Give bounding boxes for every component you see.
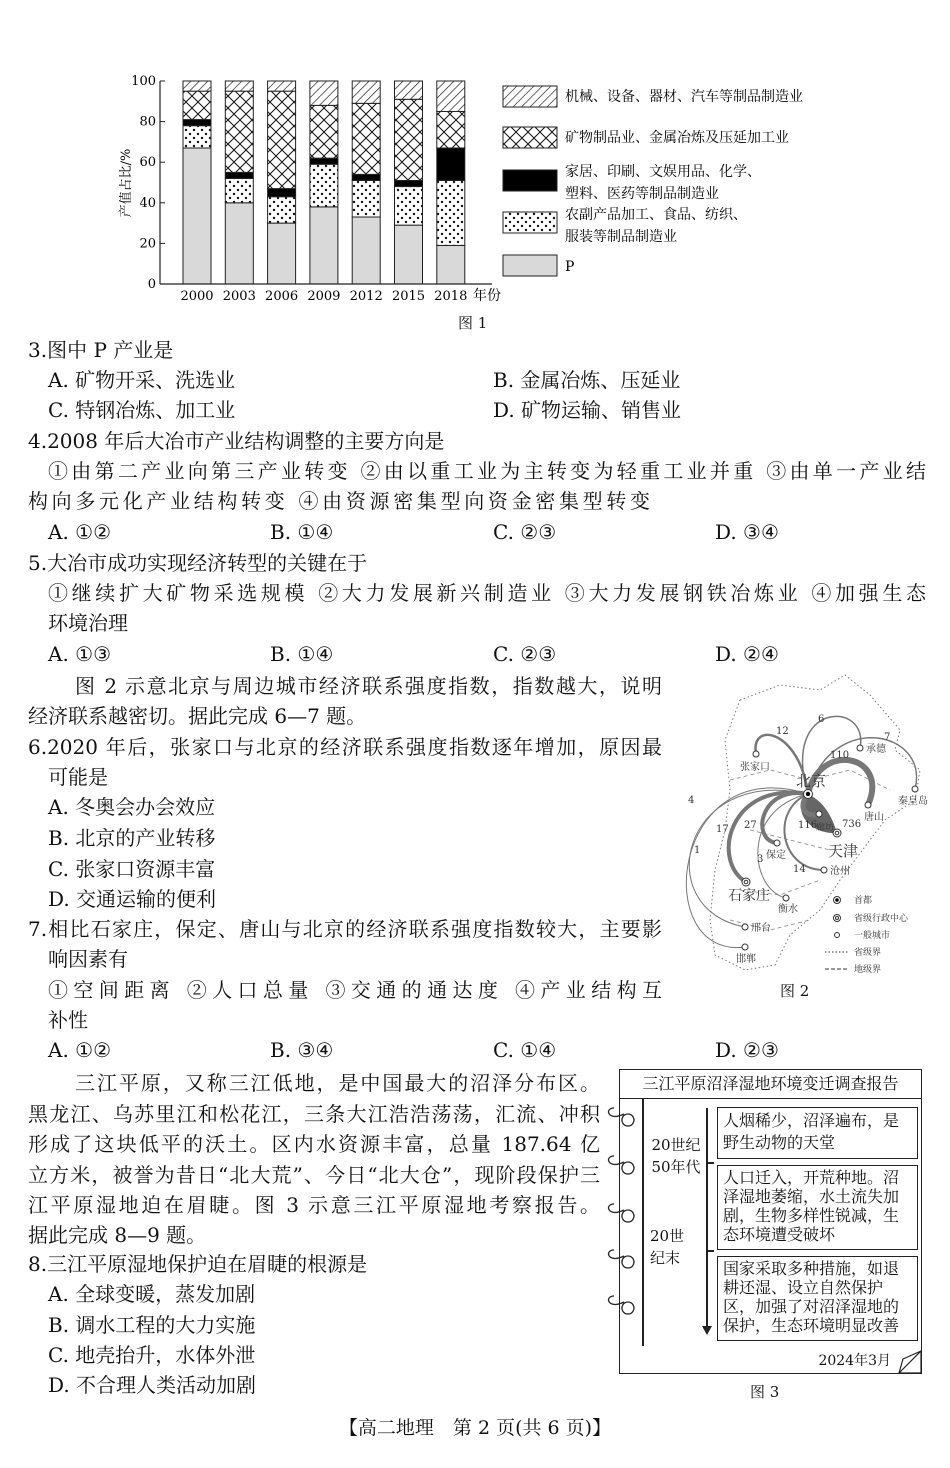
- report-date: 2024年3月: [818, 1353, 891, 1369]
- q6-option-a: A. 冬奥会办会效应: [48, 795, 216, 819]
- legend-label: P: [565, 259, 575, 275]
- index-qinhuangdao: 7: [884, 732, 891, 743]
- index-handan: 1: [694, 845, 701, 856]
- x-axis-label: 年份: [473, 288, 501, 304]
- q8-option-d: D. 不合理人类活动加剧: [48, 1373, 257, 1397]
- intro-6-7-line-1: 图 2 示意北京与周边城市经济联系强度指数，指数越大，说明: [75, 674, 662, 698]
- stacked-bar-chart: [100, 65, 860, 340]
- index-tianjin: 736: [842, 819, 862, 830]
- timeline-tick: [706, 1162, 714, 1164]
- q5-option-b: B. ①④: [270, 642, 334, 666]
- x-tick-label: 2003: [222, 289, 256, 304]
- intro-8-9-line-3: 形成了这块低平的沃土。区内水资源丰富，总量 187.64 亿: [28, 1132, 600, 1156]
- stage-1-box: 人烟稀少，沼泽遍布，是野生动物的天堂: [717, 1107, 918, 1159]
- q8-option-b: B. 调水工程的大力实施: [48, 1313, 256, 1337]
- bar-segment: [310, 164, 338, 207]
- bar-segment: [268, 189, 296, 197]
- question-6-stem-2: 可能是: [48, 765, 108, 789]
- index-zhangjiakou: 12: [776, 726, 789, 737]
- map-legend: [825, 894, 909, 975]
- timeline-tick: [706, 1250, 714, 1252]
- legend-city: 一般城市: [854, 931, 891, 941]
- stage-2-box: 人口迁入，开荒种地。沼泽湿地萎缩，水土流失加剧，生物多样性锐减，生态环境遭受破坏: [717, 1165, 918, 1250]
- index-xingtai: 4: [688, 795, 695, 806]
- city-cangzhou: 沧州: [830, 866, 850, 877]
- city-handan: 邯郸: [736, 954, 756, 965]
- bar-segment: [225, 81, 253, 91]
- q3-option-b: B. 金属冶炼、压延业: [493, 368, 681, 392]
- question-7-stem-1: 7.相比石家庄，保定、唐山与北京的经济联系强度指数较大，主要影: [28, 917, 662, 941]
- bar-segment: [437, 111, 465, 148]
- city-marker: [816, 811, 822, 817]
- index-tangshan: 110: [830, 750, 850, 761]
- q5-option-a: A. ①③: [48, 642, 112, 666]
- city-shijiazhuang: 石家庄: [728, 888, 770, 904]
- q6-option-b: B. 北京的产业转移: [48, 826, 216, 850]
- bar-segment: [352, 103, 380, 174]
- legend-label: 家居、印刷、文娱用品、化学、: [565, 164, 761, 180]
- city-marker: [783, 895, 789, 901]
- intro-8-9-line-6: 据此完成 8—9 题。: [28, 1223, 207, 1247]
- question-4-stem: 4.2008 年后大冶市产业结构调整的主要方向是: [28, 429, 445, 453]
- capital-marker-dot: [806, 792, 810, 796]
- figure-3-report: [619, 1069, 922, 1374]
- legend-capital: 首都: [854, 896, 873, 906]
- q3-option-c: C. 特钢冶炼、加工业: [48, 398, 236, 422]
- q7-statements-1: ①空间距离 ②人口总量 ③交通的通达度 ④产业结构互: [48, 978, 662, 1002]
- bar-segment: [268, 91, 296, 188]
- intro-8-9-line-5: 江平原湿地迫在眉睫。图 3 示意三江平原湿地考察报告。: [28, 1193, 600, 1217]
- q7-option-a: A. ①②: [48, 1038, 112, 1062]
- question-8-stem: 8.三江平原湿地保护迫在眉睫的根源是: [28, 1252, 368, 1276]
- x-tick-label: 2009: [307, 289, 341, 304]
- intro-8-9-line-4: 立方米，被誉为昔日“北大荒”、今日“北大仓”，现阶段保护三: [28, 1163, 600, 1187]
- bar-segment: [183, 126, 211, 148]
- city-tianjin: 天津: [828, 842, 859, 860]
- bar-segment: [225, 172, 253, 178]
- city-qinhuangdao: 秦皇岛: [898, 796, 928, 807]
- city-marker: [857, 745, 863, 751]
- bar-segment: [437, 180, 465, 245]
- bar-segment: [352, 81, 380, 103]
- bar-segment: [437, 81, 465, 111]
- bar-segment: [437, 245, 465, 284]
- question-5-stem: 5.大冶市成功实现经济转型的关键在于: [28, 551, 368, 575]
- q7-option-c: C. ①④: [493, 1038, 557, 1062]
- city-xingtai: 邢台: [751, 923, 771, 934]
- y-tick-label: 80: [139, 114, 156, 130]
- q3-option-a: A. 矿物开采、洗选业: [48, 368, 236, 392]
- timeline-arrow: [706, 1108, 708, 1330]
- city-baoding: 保定: [766, 850, 786, 861]
- question-3-stem: 3.图中 P 产业是: [28, 338, 174, 362]
- figure-2-map: [670, 670, 950, 1000]
- city-hengshui: 衡水: [778, 904, 798, 915]
- bar-segment: [395, 225, 423, 284]
- city-marker: [774, 840, 780, 846]
- bar-segment: [310, 105, 338, 158]
- city-marker: [753, 751, 759, 757]
- q6-option-c: C. 张家口资源丰富: [48, 857, 216, 881]
- question-7-stem-2: 响因素有: [48, 947, 128, 971]
- legend-swatch: [503, 212, 557, 233]
- q7-option-b: B. ③④: [270, 1038, 334, 1062]
- bar-segment: [395, 187, 423, 226]
- bar-segment: [310, 158, 338, 164]
- city-marker: [865, 802, 871, 808]
- city-langfang: 廊坊: [816, 823, 835, 833]
- bar-segment: [183, 120, 211, 126]
- bar-segment: [310, 81, 338, 105]
- city-marker: [821, 867, 827, 873]
- x-tick-label: 2015: [391, 289, 426, 304]
- legend-swatch: [503, 255, 557, 276]
- x-tick-label: 2006: [265, 289, 299, 304]
- city-chengde: 承德: [866, 744, 886, 755]
- page-curl-icon: [897, 1349, 923, 1375]
- index-langfang: 116: [798, 820, 818, 831]
- q8-option-a: A. 全球变暖，蒸发加剧: [48, 1282, 256, 1306]
- legend-label: 机械、设备、器材、汽车等制品制造业: [565, 89, 803, 105]
- period-1950s: 20世纪50年代: [651, 1136, 701, 1176]
- q4-option-a: A. ①②: [48, 520, 112, 544]
- legend-label: 矿物制品业、金属冶炼及压延加工业: [565, 130, 789, 146]
- index-baoding: 27: [744, 820, 757, 831]
- y-tick-label: 0: [147, 277, 156, 292]
- figure-3-caption: 图 3: [750, 1383, 780, 1401]
- q4-statements-1: ①由第二产业向第三产业转变 ②由以重工业为主转变为轻重工业并重 ③由单一产业结: [48, 459, 926, 483]
- q8-option-c: C. 地壳抬升，水体外泄: [48, 1343, 256, 1367]
- city-beijing: 北京: [796, 772, 827, 790]
- intro-8-9-line-1: 三江平原，又称三江低地，是中国最大的沼泽分布区。: [75, 1071, 600, 1095]
- y-tick-label: 40: [139, 195, 156, 211]
- provincial-center-marker-inner: [744, 880, 748, 884]
- x-tick-label: 2012: [349, 289, 383, 304]
- bar-segment: [225, 178, 253, 202]
- city-marker: [912, 786, 918, 792]
- legend-swatch: [503, 170, 557, 191]
- city-marker: [742, 944, 748, 950]
- question-6-stem-1: 6.2020 年后，张家口与北京的经济联系强度指数逐年增加，原因最: [28, 735, 662, 759]
- legend-label: 农副产品加工、食品、纺织、: [565, 207, 747, 223]
- bar-segment: [352, 217, 380, 284]
- figure-1-caption: 图 1: [458, 314, 488, 332]
- q7-statements-2: 补性: [48, 1008, 88, 1032]
- x-tick-label: 2018: [434, 289, 468, 304]
- bar-segment: [352, 180, 380, 217]
- bar-segment: [395, 99, 423, 180]
- bar-segment: [352, 174, 380, 180]
- bar-segment: [268, 197, 296, 223]
- bar-segment: [395, 81, 423, 99]
- city-marker: [742, 924, 748, 930]
- bar-segment: [183, 148, 211, 284]
- city-zhangjiakou: 张家口: [740, 762, 770, 773]
- q4-option-b: B. ①④: [270, 520, 334, 544]
- q3-option-d: D. 矿物运输、销售业: [493, 398, 682, 422]
- timeline-arrow-head: [702, 1326, 712, 1335]
- legend-label: 塑料、医药等制品制造业: [565, 186, 719, 202]
- q4-statements-2: 构向多元化产业结构转变 ④由资源密集型向资金密集型转变: [28, 489, 650, 513]
- index-hengshui: 3: [757, 854, 764, 865]
- legend-provincial: 省级行政中心: [854, 914, 909, 924]
- provincial-center-marker-inner: [835, 831, 839, 835]
- y-tick-label: 100: [131, 74, 156, 89]
- index-shijiazhuang: 17: [716, 824, 729, 835]
- bar-segment: [437, 148, 465, 180]
- q5-option-c: C. ②③: [493, 642, 557, 666]
- bar-segment: [268, 223, 296, 284]
- q7-option-d: D. ②③: [715, 1038, 779, 1062]
- intro-6-7-line-2: 经济联系越密切。据此完成 6—7 题。: [28, 704, 367, 728]
- legend-swatch: [503, 127, 557, 148]
- legend-province-border: 省级界: [854, 948, 882, 958]
- city-tangshan: 唐山: [864, 812, 884, 823]
- q4-option-d: D. ③④: [715, 520, 779, 544]
- legend-label: 服装等制品制造业: [565, 229, 677, 245]
- q5-option-d: D. ②④: [715, 642, 779, 666]
- q6-option-d: D. 交通运输的便利: [48, 887, 217, 911]
- bar-segment: [225, 91, 253, 172]
- q5-statements-2: 环境治理: [48, 611, 128, 635]
- intro-8-9-line-2: 黑龙江、乌苏里江和松花江，三条大江浩浩荡荡，汇流、冲积: [28, 1102, 600, 1126]
- y-tick-label: 20: [139, 236, 156, 252]
- bar-segment: [183, 81, 211, 91]
- binder-rings: [606, 1100, 642, 1330]
- q5-statements-1: ①继续扩大矿物采选规模 ②大力发展新兴制造业 ③大力发展钢铁冶炼业 ④加强生态: [48, 581, 926, 605]
- page-footer: 【高二地理 第 2 页(共 6 页)】: [338, 1417, 612, 1439]
- x-tick-label: 2000: [180, 289, 214, 304]
- bar-segment: [268, 81, 296, 91]
- report-title: 三江平原沼泽湿地环境变迁调查报告: [620, 1070, 921, 1099]
- stage-3-box: 国家采取多种措施，如退耕还湿、设立自然保护区，加强了对沼泽湿地的保护，生态环境明显改善: [717, 1256, 918, 1341]
- period-late-20th: 20世纪末: [650, 1227, 685, 1267]
- bar-segment: [310, 207, 338, 284]
- y-tick-label: 60: [139, 155, 156, 171]
- report-margin-line: [642, 1099, 644, 1346]
- bar-segment: [395, 180, 423, 186]
- index-chengde: 6: [818, 714, 825, 725]
- bar-segment: [225, 203, 253, 284]
- q4-option-c: C. ②③: [493, 520, 557, 544]
- index-cangzhou: 14: [793, 864, 806, 875]
- bar-segment: [183, 91, 211, 119]
- legend-swatch: [503, 86, 557, 107]
- y-axis-label: 产值占比/%: [119, 148, 134, 218]
- legend-prefecture-border: 地级界: [854, 965, 882, 975]
- figure-2-caption: 图 2: [780, 982, 810, 1000]
